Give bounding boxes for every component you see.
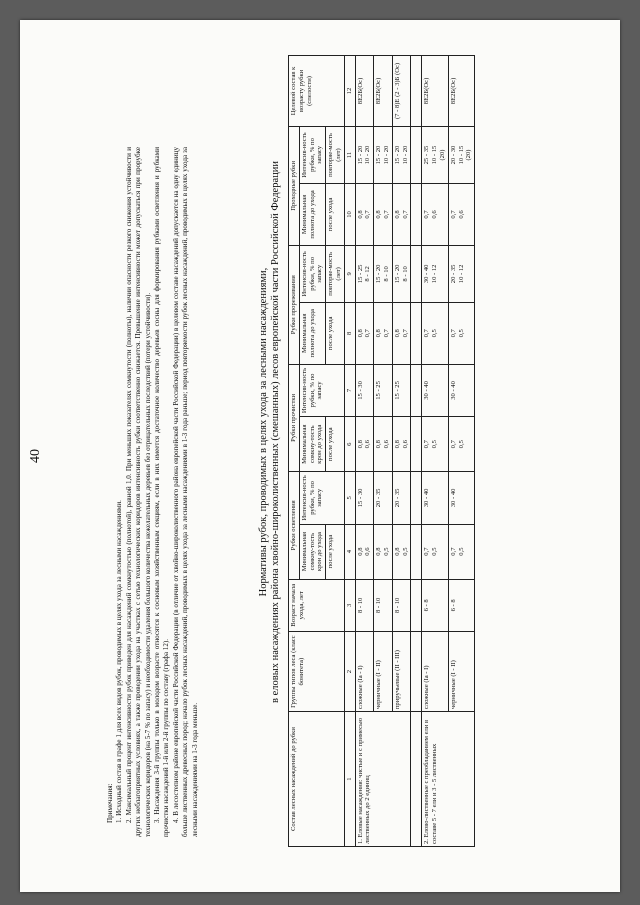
cell-c12: 8Е2Б(Ос) [374, 56, 393, 127]
cell-c11: 15 - 20 10 - 20 [392, 126, 411, 183]
cell-c7: 30 - 40 [422, 364, 448, 417]
cell-c12: 8Е2Б(Ос) [355, 56, 374, 127]
cell-c10: 0,8 0,7 [374, 184, 393, 246]
cell-group: сложные (Ia - I) [422, 632, 448, 712]
spacer-cell [411, 524, 422, 579]
cell-group: сложные (Ia - I) [355, 632, 374, 712]
page-number: 40 [28, 449, 43, 463]
cell-c5: 20 - 35 [374, 472, 393, 525]
cell-c11: 15 - 20 10 - 20 [374, 126, 393, 183]
spacer-cell [411, 417, 422, 472]
cell-c8: 0,7 0,5 [448, 302, 474, 364]
scanned-page [20, 20, 620, 892]
cell-c5: 15 - 30 [355, 472, 374, 525]
cell-age: 8 - 10 [374, 579, 393, 632]
table-row [355, 56, 374, 847]
composition-cell: 2. Елово-лиственные с преобладанием ели в составе 5 - 7 ели и 3 - 5 лиственных [422, 712, 475, 847]
cell-c4: 0,8 0,6 [355, 524, 374, 579]
cell-c4: 0,8 0,5 [392, 524, 411, 579]
note-item: 3. Насаждения 3-й группы только в молодом возрасте относятся к сосновым хозяйственным секциям, если в них имеется достаточное количество деревьев сосны для формирования рубками осветления и рубками прочистки насаждений 1-й или 2-й группы по составу (графа 12). [153, 147, 171, 837]
table-body [355, 56, 475, 847]
cell-c7: 30 - 40 [448, 364, 474, 417]
header-min-fullness: Минимальная полнота до ухода [299, 184, 325, 246]
column-number: 8 [344, 302, 355, 364]
cell-c12: (7 - 8)Е (2 - 3)Б (Ос) [392, 56, 411, 127]
column-number: 3 [344, 579, 355, 632]
spacer-cell [411, 56, 422, 127]
header-passing: Проходные рубки [289, 126, 300, 245]
table-row [422, 56, 448, 847]
cell-c8: 0,8 0,7 [355, 302, 374, 364]
spacer-cell [411, 364, 422, 417]
cell-age: 8 - 10 [392, 579, 411, 632]
cell-c8: 0,8 0,7 [392, 302, 411, 364]
composition-cell: 1. Еловые насаждения: чистые и с примесью лиственных до 2 единиц [355, 712, 411, 847]
header-repeat: повторяе-мость (лет) [326, 126, 345, 183]
cell-c6: 0,7 0,5 [448, 417, 474, 472]
notes-heading: Примечания: [106, 783, 114, 823]
header-intensity: Интенсив-ность рубки, % по запасу [299, 126, 325, 183]
spacer-cell [411, 184, 422, 246]
spacer-cell [411, 579, 422, 632]
cell-group: приручьевые (II - III) [392, 632, 411, 712]
header-intensity: Интенсив-ность рубки, % по запасу [299, 364, 344, 417]
cell-group: черничные (I - II) [374, 632, 393, 712]
spacer-cell [411, 302, 422, 364]
column-number: 11 [344, 126, 355, 183]
header-min-density: Минимальная сомкну-тость крон до ухода [299, 524, 325, 579]
spacer-cell [411, 245, 422, 302]
cell-c8: 0,8 0,7 [374, 302, 393, 364]
cell-c9: 15 - 20 8 - 10 [392, 245, 411, 302]
header-start-age: Возраст начала ухода, лет [289, 579, 345, 632]
rotated-page-content [20, 20, 620, 892]
note-item: 2. Максимальный процент интенсивности рубок приведен для насаждений сомкнутостью (полнотой), равной 1,0. При меньших показателях сомкнутости (полноты), наличии опасности резкого снижения устойчивости и других неблагоприятных условиях, а также проведении ухода на участках с сетью технологических коридоров интенсивность рубки соответственно снижается. Превышение интенсивности может допускаться при прорубке технологических коридоров (на 5-7 % по запасу) и необходимости удаления большого количества нежелательных деревьев без отрицательных последствий (потери устойчивости). [124, 147, 152, 837]
header-forest-groups: Группы типов леса (класс бонитета) [289, 632, 345, 712]
cell-c4: 0,8 0,5 [374, 524, 393, 579]
header-clearing: Рубки осветления [289, 472, 300, 579]
header-target-composition: Целевой состав к возрасту рубки (спелости) [289, 56, 345, 127]
cell-c5: 20 - 35 [392, 472, 411, 525]
notes-block [106, 147, 200, 837]
cell-c11: 15 - 20 10 - 20 [355, 126, 374, 183]
cell-c8: 0,7 0,5 [422, 302, 448, 364]
cell-c5: 30 - 40 [422, 472, 448, 525]
spacer-cell [411, 712, 422, 847]
column-number: 6 [344, 417, 355, 472]
column-number: 1 [344, 712, 355, 847]
column-number: 5 [344, 472, 355, 525]
cell-c6: 0,8 0,6 [374, 417, 393, 472]
header-composition: Состав лесных насаждений до рубки [289, 712, 345, 847]
norms-table [288, 55, 475, 847]
cell-age: 6 - 8 [422, 579, 448, 632]
column-number: 2 [344, 632, 355, 712]
header-min-density: Минимальная сомкну-тость крон до ухода [299, 417, 325, 472]
spacer-cell [411, 126, 422, 183]
column-numbers-row [344, 56, 355, 847]
cell-c9: 20 - 35 10 - 12 [448, 245, 474, 302]
cell-group: черничные (I - II) [448, 632, 474, 712]
table-title-line2: в еловых насаждениях района хвойно-широколиственных (смешанных) лесов европейской части Российской Федерации [270, 161, 281, 703]
cell-c6: 0,7 0,5 [422, 417, 448, 472]
cell-c4: 0,7 0,5 [422, 524, 448, 579]
note-item: 4. В лесостепном районе европейской части Российской Федерации (в отличие от хвойно-широколиственного района европейской части Российской Федерации) в целевом составе насаждений допускается на одну единицу больше лиственных древесных пород; начало рубок лесных насаждений, проводимых в целях ухода за лесными насаждениями в 1-3 года раньше; период повторяемости рубок лесных насаждений, проводимых в целях ухода за лесными насаждениями на 1-3 года меньше. [171, 147, 199, 837]
cell-age: 8 - 10 [355, 579, 374, 632]
column-number: 9 [344, 245, 355, 302]
header-after-care: после ухода [326, 302, 345, 364]
cell-c10: 0,8 0,7 [355, 184, 374, 246]
cell-c4: 0,7 0,5 [448, 524, 474, 579]
cell-c12: 8Е2Б(Ос) [448, 56, 474, 127]
header-after-care: после ухода [326, 184, 345, 246]
cell-c6: 0,8 0,6 [355, 417, 374, 472]
cell-c11: 25 - 35 10 - 15 (20) [422, 126, 448, 183]
cell-age: 6 - 8 [448, 579, 474, 632]
cell-c5: 30 - 40 [448, 472, 474, 525]
header-repeat: повторяе-мость (лет) [326, 245, 345, 302]
spacer-cell [411, 632, 422, 712]
header-after-care: после ухода [326, 524, 345, 579]
cell-c10: 0,7 0,6 [448, 184, 474, 246]
cell-c7: 15 - 25 [392, 364, 411, 417]
cell-c9: 15 - 20 8 - 10 [374, 245, 393, 302]
header-min-fullness: Минимальная полнота до ухода [299, 302, 325, 364]
header-thinning: Рубки прочистки [289, 364, 300, 471]
header-intensity: Интенсив-ность рубки, % по запасу [299, 472, 344, 525]
cell-c9: 30 - 40 10 - 12 [422, 245, 448, 302]
cell-c10: 0,8 0,7 [392, 184, 411, 246]
column-number: 4 [344, 524, 355, 579]
cell-c7: 15 - 25 [374, 364, 393, 417]
spacer-row [411, 56, 422, 847]
cell-c10: 0,7 0,6 [422, 184, 448, 246]
note-item: 1. Исходный состав в графе 1 для всех видов рубок, проводимых в целях ухода за лесными насаждениями. [115, 500, 124, 823]
cell-c11: 20 - 30 10 - 15 (20) [448, 126, 474, 183]
cell-c7: 15 - 30 [355, 364, 374, 417]
column-number: 7 [344, 364, 355, 417]
column-number: 10 [344, 184, 355, 246]
cell-c12: 8Е2Б(Ос) [422, 56, 448, 127]
column-number: 12 [344, 56, 355, 127]
header-cleaning: Рубки прореживания [289, 245, 300, 364]
cell-c6: 0,8 0,6 [392, 417, 411, 472]
table-title [258, 132, 282, 732]
table-title-line1: Нормативы рубок, проводимых в целях ухода за лесными насаждениями, [258, 267, 269, 597]
spacer-cell [411, 472, 422, 525]
cell-c9: 15 - 25 8 - 12 [355, 245, 374, 302]
header-intensity: Интенсив-ность рубки, % по запасу [299, 245, 325, 302]
header-after-care: после ухода [326, 417, 345, 472]
